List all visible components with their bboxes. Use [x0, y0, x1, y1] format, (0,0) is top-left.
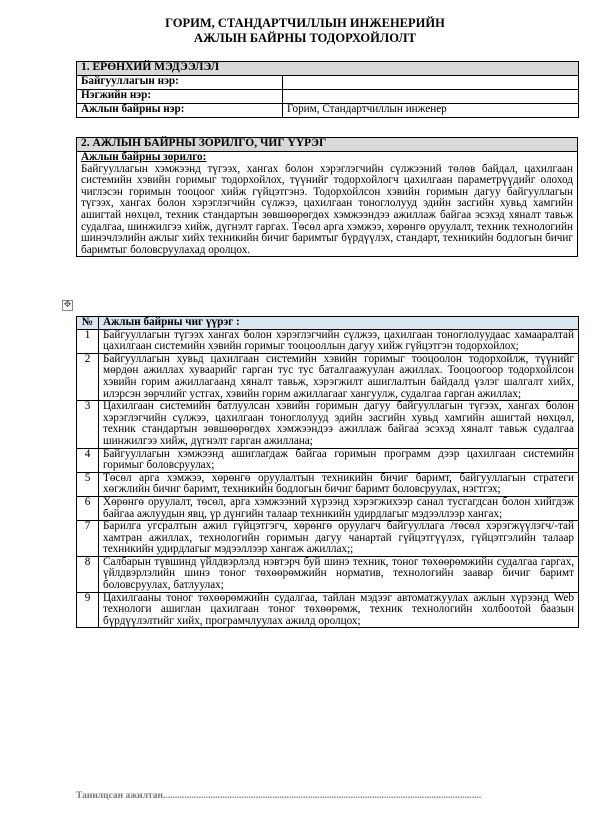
- duties-header-row: [77, 317, 579, 330]
- duty-text: Хөрөнгө оруулалт, төсөл, арга хэмжээний хүрээнд хэрэгжихээр санал тусгагдсан болон хийгдэж байгаа ажлуудын явц, үр дүнгийн талаар техникийн удирдлагыг мэдээллээр хангах;: [99, 496, 579, 520]
- duty-row: [77, 521, 579, 557]
- organization-label: Байгууллагын нэр:: [77, 76, 283, 90]
- duty-text: Салбарын түвшинд үйлдвэрлэлд нэвтэрч буй шинэ техник, тоног төхөөрөмжийн судалгаа гаргах, үйлдвэрлэлийн шинэ тоног төхөөрөмжийн норматив, технологийн заавар бичиг баримт боловсруулах, батлуулах;: [99, 556, 579, 592]
- info-row-unit: [77, 90, 579, 104]
- duty-number: 8: [77, 556, 99, 592]
- duty-row: [77, 496, 579, 520]
- duty-text: Төсөл арга хэмжээ, хөрөнгө оруулалтын техникийн бичиг баримт, байгууллагын стратеги хөгжлийн бичиг баримт, техникийн бодлогын бичиг баримт боловсруулах, нэгтгэх;: [99, 472, 579, 496]
- duty-text: Цахилгаан системийн батлуулсан хэвийн горимын дагуу байгууллагын түгээх, хангах болон хэрэглэгчийн сүлжээ, цахилгаан тоноглолууд эдийн засгийн хувьд хамгийн ашигтай нөхцөл, техник стандартын зөвшөөрөгдөх хэмжээндээ ажиллаж байгаа эсэхэд хяналт тавьж судалгаа шинжилгээ хийж, дүгнэлт гарган ажиллана;: [99, 401, 579, 448]
- duty-number: 6: [77, 496, 99, 520]
- duty-number: 4: [77, 448, 99, 472]
- goal-cell: [77, 152, 578, 257]
- info-row-organization: [77, 76, 579, 90]
- duty-row: [77, 353, 579, 400]
- organization-value: [283, 76, 579, 90]
- duty-text: Цахилгааны тоног төхөөрөмжийн судалгаа, тайлан мэдээг автоматжуулах ажлын хүрээнд Web технологи ашиглан цахилгаан тоног төхөөрөмж, техник технологийн холбоотой баазын бүрдүүлэлтийг хийх, програмчлуулах ажилд оролцох;: [99, 592, 579, 628]
- duty-number: 7: [77, 521, 99, 557]
- unit-label: Нэгжийн нэр:: [77, 90, 283, 104]
- duty-row: [77, 401, 579, 448]
- duty-number: 9: [77, 592, 99, 628]
- section-1-heading: 1. ЕРӨНХИЙ МЭДЭЭЛЭЛ: [77, 62, 579, 76]
- goal-table: [76, 137, 578, 257]
- table-move-handle-icon[interactable]: ✥: [63, 300, 72, 310]
- duty-text: Байгууллагын түгээх хангах болон хэрэглэгчийн сүлжээ, цахилгаан тоноглолуудаас хамааралтай цахилгаан системийн хэвийн горимыг тооцооллын дагуу хийж гүйцэтгэн тодорхойлох;: [99, 329, 579, 353]
- acknowledgement-line: Танилцсан ажилтан......................................................................................................................................: [76, 791, 482, 801]
- duty-number: 3: [77, 401, 99, 448]
- position-value: Горим, Стандартчиллын инженер: [283, 104, 579, 118]
- general-info-table: [76, 61, 579, 118]
- duty-text: Байгууллагын хувьд цахилгаан системийн хэвийн горимыг тооцоолон тодорхойлж, түүнийг мөрдөн ажиллах хуваарийг гарган тус тус баталгаажуулан ажиллах. Тооцоогоор тодорхойлсон хэвийн горим ажиллагаанд хяналт тавьж, хэрэгжилт ашиглалтын байдалд үзлэг шалгалт хийх, илэрсэн зөрчлийг устгах, хэвийн горим ажиллагааг хангуулж, судалгаа гарган ажиллах;: [99, 353, 579, 400]
- info-row-position: [77, 104, 579, 118]
- duties-title-header: Ажлын байрны чиг үүрэг :: [99, 317, 579, 330]
- unit-value: [283, 90, 579, 104]
- duty-text: Барилга угсралтын ажил гүйцэтгэгч, хөрөнгө оруулагч байгууллага /төсөл хэрэгжүүлэгч/-тай хамтран ажиллах, технологийн горимын дагуу чанартай гүйцэтгүүлэх, гүйцэтгэлийн талаар техникийн удирдлагыг мэдээллээр хангаж ажиллах;;: [99, 521, 579, 557]
- section-2-heading: 2. АЖЛЫН БАЙРНЫ ЗОРИЛГО, ЧИГ ҮҮРЭГ: [77, 138, 578, 152]
- position-label: Ажлын байрны нэр:: [77, 104, 283, 118]
- duty-text: Байгууллагын хэмжээнд ашиглагдаж байгаа горимын программ дээр цахилгаан системийн горимыг боловсруулах;: [99, 448, 579, 472]
- duty-row: [77, 556, 579, 592]
- document-title-line-1: ГОРИМ, СТАНДАРТЧИЛЛЫН ИНЖЕНЕРИЙН: [165, 16, 445, 30]
- duty-row: [77, 472, 579, 496]
- duties-table: [76, 316, 579, 628]
- duty-number: 1: [77, 329, 99, 353]
- duties-number-header: №: [77, 317, 99, 330]
- duty-number: 5: [77, 472, 99, 496]
- goal-text: Байгууллагын хэмжээнд түгээх, хангах болон хэрэглэгчийн сүлжээний төлөв байдал, цахилгаан системийн хэвийн горимыг тодорхойлох, түүнийг тодорхойлогч цахилгаан параметрүүдийг олоход чиглэсэн горимын тооцоог хийж гүйцэтгэнэ. Тодорхойлсон хэвийн горимын дагуу байгууллагын түгээх, хангах болон хэрэглэгчийн сүлжээ, цахилгаан тоноглолууд эдийн засгийн хувьд хамгийн ашигтай нөхцөл, техник стандартын зөвшөөрөгдөх хэмжээндээ ажиллаж байгаа эсэхэд хяналт тавьж судалгаа, шинжилгээ хийж, дүгнэлт гаргах. Төсөл арга хэмжээ, хөрөнгө оруулалт, техник технологийн шинэчлэлийн ажлыг хийх техникийн бичиг баримтыг бүрдүүлэх, стандарт, техникийн бодлогын бичиг баримтыг боловсруулахад оролцох.: [81, 162, 573, 256]
- duty-number: 2: [77, 353, 99, 400]
- duty-row: [77, 329, 579, 353]
- duty-row: [77, 592, 579, 628]
- duty-row: [77, 448, 579, 472]
- document-title-line-2: АЖЛЫН БАЙРНЫ ТОДОРХОЙЛОЛТ: [194, 31, 416, 45]
- goal-label: Ажлын байрны зорилго:: [81, 151, 207, 163]
